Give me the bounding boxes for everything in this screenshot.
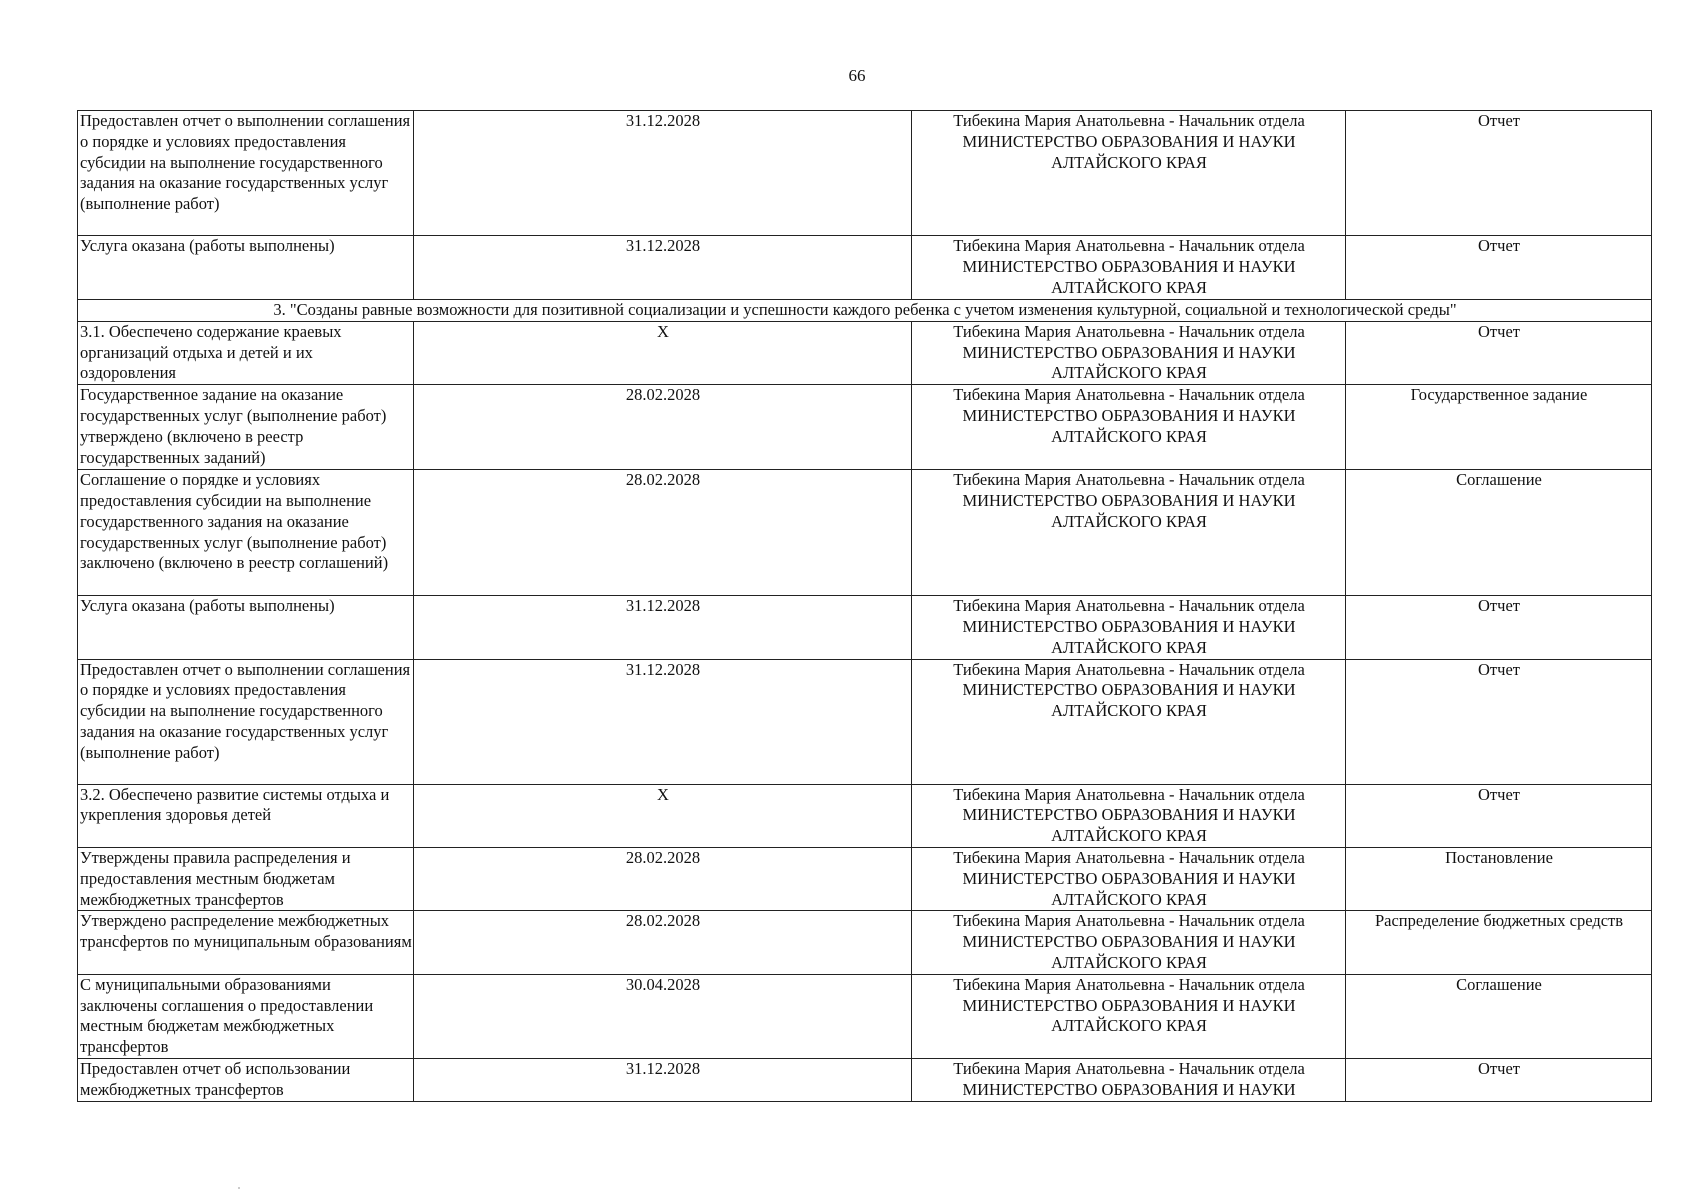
- event-cell: Предоставлен отчет о выполнении соглашения о порядке и условиях предоставления субсидии на выполнение государственного задания на оказание государственных услуг (выполнение работ): [78, 659, 414, 784]
- document-type-cell: Отчет: [1346, 596, 1652, 659]
- scan-artifact: [238, 1187, 240, 1189]
- event-cell: Услуга оказана (работы выполнены): [78, 236, 414, 300]
- responsible-line: МИНИСТЕРСТВО ОБРАЗОВАНИЯ И НАУКИ: [962, 616, 1296, 636]
- table-row: [78, 659, 1652, 784]
- responsible-line: МИНИСТЕРСТВО ОБРАЗОВАНИЯ И НАУКИ: [962, 995, 1296, 1015]
- responsible-cell: [912, 111, 1346, 236]
- date-cell: 31.12.2028: [414, 659, 912, 784]
- document-type-cell: Соглашение: [1346, 974, 1652, 1058]
- event-cell: Утверждено распределение межбюджетных трансфертов по муниципальным образованиям: [78, 911, 414, 974]
- responsible-line: АЛТАЙСКОГО КРАЯ: [1051, 511, 1207, 531]
- date-cell: 28.02.2028: [414, 911, 912, 974]
- event-cell: С муниципальными образованиями заключены соглашения о предоставлении местным бюджетам межбюджетных трансфертов: [78, 974, 414, 1058]
- responsible-line: Тибекина Мария Анатольевна - Начальник отдела: [953, 111, 1305, 130]
- document-type-cell: Отчет: [1346, 659, 1652, 784]
- responsible-line: Тибекина Мария Анатольевна - Начальник отдела: [953, 911, 1305, 931]
- page-number: 66: [848, 66, 866, 85]
- table-row: [78, 385, 1652, 470]
- responsible-line: АЛТАЙСКОГО КРАЯ: [1051, 363, 1207, 383]
- responsible-line: АЛТАЙСКОГО КРАЯ: [1051, 701, 1207, 721]
- date-cell: 31.12.2028: [414, 236, 912, 300]
- responsible-line: Тибекина Мария Анатольевна - Начальник отдела: [953, 321, 1305, 341]
- responsible-line: МИНИСТЕРСТВО ОБРАЗОВАНИЯ И НАУКИ: [962, 405, 1296, 425]
- responsible-line: МИНИСТЕРСТВО ОБРАЗОВАНИЯ И НАУКИ: [962, 932, 1296, 952]
- table-row: [78, 596, 1652, 659]
- event-cell: Соглашение о порядке и условиях предоставления субсидии на выполнение государственного задания на оказание государственных услуг (выполнение работ) заключено (включено в реестр соглашений): [78, 470, 414, 596]
- section-title: 3. "Созданы равные возможности для позитивной социализации и успешности каждого ребенка с учетом изменения культурной, социальной и технологической среды": [78, 300, 1652, 322]
- responsible-cell: [912, 659, 1346, 784]
- table-row: [78, 1058, 1652, 1101]
- responsible-line: АЛТАЙСКОГО КРАЯ: [1051, 277, 1207, 297]
- document-type-cell: Отчет: [1346, 111, 1652, 236]
- document-type-cell: Соглашение: [1346, 470, 1652, 596]
- responsible-cell: [912, 236, 1346, 300]
- responsible-cell: [912, 321, 1346, 384]
- table-row: [78, 974, 1652, 1058]
- responsible-line: МИНИСТЕРСТВО ОБРАЗОВАНИЯ И НАУКИ: [962, 256, 1296, 276]
- responsible-line: Тибекина Мария Анатольевна - Начальник отдела: [953, 470, 1305, 490]
- responsible-cell: [912, 784, 1346, 847]
- responsible-cell: [912, 470, 1346, 596]
- date-cell: X: [414, 321, 912, 384]
- event-cell: Предоставлен отчет об использовании межбюджетных трансфертов: [78, 1058, 414, 1101]
- responsible-cell: [912, 911, 1346, 974]
- date-cell: 28.02.2028: [414, 847, 912, 910]
- table-row: [78, 111, 1652, 236]
- responsible-line: МИНИСТЕРСТВО ОБРАЗОВАНИЯ И НАУКИ: [962, 805, 1296, 825]
- responsible-line: МИНИСТЕРСТВО ОБРАЗОВАНИЯ И НАУКИ: [962, 131, 1296, 151]
- responsible-line: Тибекина Мария Анатольевна - Начальник отдела: [953, 1058, 1305, 1078]
- date-cell: 31.12.2028: [414, 1058, 912, 1101]
- responsible-line: АЛТАЙСКОГО КРАЯ: [1051, 1016, 1207, 1036]
- responsible-line: МИНИСТЕРСТВО ОБРАЗОВАНИЯ И НАУКИ: [962, 868, 1296, 888]
- responsible-line: АЛТАЙСКОГО КРАЯ: [1051, 952, 1207, 972]
- table-body: [78, 111, 1652, 1102]
- responsible-cell: [912, 385, 1346, 470]
- event-cell: Государственное задание на оказание государственных услуг (выполнение работ) утверждено (включено в реестр государственных заданий): [78, 385, 414, 470]
- table-row: [78, 911, 1652, 974]
- responsible-line: Тибекина Мария Анатольевна - Начальник отдела: [953, 974, 1305, 994]
- date-cell: 31.12.2028: [414, 111, 912, 236]
- responsible-cell: [912, 596, 1346, 659]
- responsible-line: МИНИСТЕРСТВО ОБРАЗОВАНИЯ И НАУКИ: [962, 1079, 1296, 1099]
- date-cell: 28.02.2028: [414, 385, 912, 470]
- responsible-line: АЛТАЙСКОГО КРАЯ: [1051, 826, 1207, 846]
- responsible-cell: [912, 1058, 1346, 1101]
- document-type-cell: Государственное задание: [1346, 385, 1652, 470]
- document-type-cell: Распределение бюджетных средств: [1346, 911, 1652, 974]
- document-type-cell: Отчет: [1346, 236, 1652, 300]
- control-points-table: [77, 110, 1652, 1102]
- responsible-line: Тибекина Мария Анатольевна - Начальник отдела: [953, 385, 1305, 405]
- event-cell: Утверждены правила распределения и предоставления местным бюджетам межбюджетных трансфертов: [78, 847, 414, 910]
- table-row: [78, 321, 1652, 384]
- section-row: [78, 300, 1652, 322]
- responsible-line: Тибекина Мария Анатольевна - Начальник отдела: [953, 659, 1305, 679]
- event-cell: Услуга оказана (работы выполнены): [78, 596, 414, 659]
- event-cell: Предоставлен отчет о выполнении соглашения о порядке и условиях предоставления субсидии на выполнение государственного задания на оказание государственных услуг (выполнение работ): [78, 111, 414, 236]
- responsible-cell: [912, 847, 1346, 910]
- responsible-line: Тибекина Мария Анатольевна - Начальник отдела: [953, 236, 1305, 255]
- responsible-cell: [912, 974, 1346, 1058]
- responsible-line: АЛТАЙСКОГО КРАЯ: [1051, 426, 1207, 446]
- responsible-line: АЛТАЙСКОГО КРАЯ: [1051, 152, 1207, 172]
- responsible-line: Тибекина Мария Анатольевна - Начальник отдела: [953, 784, 1305, 804]
- date-cell: 31.12.2028: [414, 596, 912, 659]
- event-cell: 3.1. Обеспечено содержание краевых организаций отдыха и детей и их оздоровления: [78, 321, 414, 384]
- responsible-line: АЛТАЙСКОГО КРАЯ: [1051, 637, 1207, 657]
- date-cell: 28.02.2028: [414, 470, 912, 596]
- event-cell: 3.2. Обеспечено развитие системы отдыха и укрепления здоровья детей: [78, 784, 414, 847]
- document-type-cell: Отчет: [1346, 321, 1652, 384]
- responsible-line: АЛТАЙСКОГО КРАЯ: [1051, 889, 1207, 909]
- date-cell: 30.04.2028: [414, 974, 912, 1058]
- responsible-line: Тибекина Мария Анатольевна - Начальник отдела: [953, 847, 1305, 867]
- document-type-cell: Отчет: [1346, 1058, 1652, 1101]
- document-type-cell: Постановление: [1346, 847, 1652, 910]
- table-row: [78, 784, 1652, 847]
- responsible-line: МИНИСТЕРСТВО ОБРАЗОВАНИЯ И НАУКИ: [962, 490, 1296, 510]
- document-type-cell: Отчет: [1346, 784, 1652, 847]
- responsible-line: Тибекина Мария Анатольевна - Начальник отдела: [953, 596, 1305, 616]
- table-row: [78, 470, 1652, 596]
- table-row: [78, 847, 1652, 910]
- responsible-line: МИНИСТЕРСТВО ОБРАЗОВАНИЯ И НАУКИ: [962, 342, 1296, 362]
- table-row: [78, 236, 1652, 300]
- responsible-line: МИНИСТЕРСТВО ОБРАЗОВАНИЯ И НАУКИ: [962, 680, 1296, 700]
- date-cell: X: [414, 784, 912, 847]
